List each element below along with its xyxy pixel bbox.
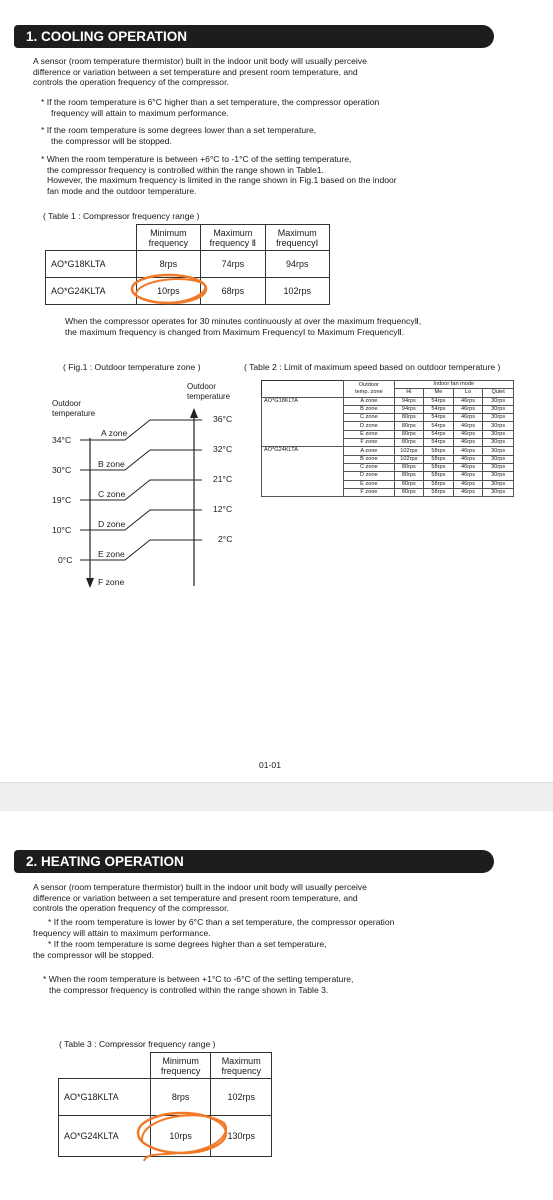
bullet-line: * If the room temperature is some degrees higher than a set temperature, [48,939,327,949]
fig1-zone-label: E zone [98,549,125,559]
table2-fan-mode: Hi [394,389,424,397]
table2-cell: 54rps [424,439,454,447]
heating-intro-line: A sensor (room temperature thermistor) built in the indoor unit body will usually perceive [33,882,367,892]
table2-cell: 94rps [394,397,424,405]
table2-zone: F zone [344,488,394,496]
table2-zone: A zone [344,397,394,405]
table3-cell: 10rps [150,1116,211,1157]
table2-cell: 46rps [453,439,483,447]
bullet-line: the compressor will be stopped. [51,135,172,146]
fig1-zone-diagram [50,400,270,595]
table2-max-speed [261,380,514,497]
cooling-intro-line: A sensor (room temperature thermistor) built in the indoor unit body will usually perceive [33,56,367,66]
table2-zone: B zone [344,405,394,413]
table2-cell: 94rps [394,405,424,413]
table2-cell: 46rps [453,463,483,471]
table2-cell: 58rps [424,480,454,488]
heating-title: 2. HEATING OPERATION [26,854,184,869]
table2-cell: 80rps [394,488,424,496]
table1-model: AO*G18KLTA [46,251,137,278]
fig1-left-temp: 19°C [52,495,72,505]
table2-zone: C zone [344,414,394,422]
table-row [262,447,514,455]
table1-cell: 68rps [201,278,265,305]
table2-cell: 58rps [424,472,454,480]
heating-bullet-2 [33,939,327,960]
page-separator [0,782,553,811]
table3-caption: ( Table 3 : Compressor frequency range ) [59,1039,216,1049]
table2-cell: 80rps [394,463,424,471]
table2-cell: 80rps [394,439,424,447]
table2-fan-mode: Me [424,389,454,397]
table3-model: AO*G18KLTA [59,1079,151,1116]
table2-cell: 58rps [424,463,454,471]
table1-cell: 10rps [136,278,200,305]
cooling-bullet-3 [41,154,397,196]
table1-cell: 102rps [265,278,329,305]
bullet-line: * If the room temperature is some degrees lower than a set temperature, [41,125,317,135]
table3-cell: 130rps [211,1116,272,1157]
fig1-right-temp: 36°C [213,414,233,424]
table2-cell: 46rps [453,397,483,405]
fig1-left-temp: 0°C [58,555,73,565]
table2-cell: 58rps [424,455,454,463]
table3-header: Minimum frequency [150,1053,211,1079]
bullet-line: * When the room temperature is between +6°C to -1°C of the setting temperature, [41,154,352,164]
page-number: 01-01 [259,760,281,770]
table2-fan-mode: Lo [453,389,483,397]
table2-cell: 46rps [453,422,483,430]
fig1-right-title: Outdoor temperature [187,382,231,401]
bullet-line: fan mode and the outdoor temperature. [47,185,197,196]
table2-cell: 46rps [453,472,483,480]
table2-cell: 80rps [394,472,424,480]
fig1-left-title: Outdoor temperature [52,399,96,418]
table1-header: Maximum frequencyⅠ [265,225,329,251]
fig1-left-temp: 34°C [52,435,72,445]
highlight-circle-1 [126,270,216,310]
table2-corner [262,381,344,398]
note-line: When the compressor operates for 30 minutes continuously at over the maximum frequencyⅡ, [65,316,422,326]
table2-cell: 54rps [424,422,454,430]
table2-cell: 54rps [424,430,454,438]
table2-cell: 30rps [483,455,514,463]
table1-cell: 74rps [201,251,265,278]
table1-cell: 8rps [136,251,200,278]
bullet-line: the compressor frequency is controlled within the range shown in Table1. [47,164,324,175]
heating-bullet-1 [33,917,395,938]
table2-zone: D zone [344,422,394,430]
table1-caption: ( Table 1 : Compressor frequency range ) [43,211,200,221]
heating-intro [33,882,367,914]
fig1-right-temp: 21°C [213,474,233,484]
table2-cell: 30rps [483,463,514,471]
table2-cell: 54rps [424,397,454,405]
fig1-zone-label: A zone [101,428,128,438]
table2-cell: 54rps [424,414,454,422]
table2-cell: 46rps [453,447,483,455]
table3-model: AO*G24KLTA [59,1116,151,1157]
table2-model: AO*G24KLTA [262,447,344,497]
table2-fan-header: Indoor fan mode [394,381,513,389]
table2-cell: 102rps [394,447,424,455]
fig1-zone-label: D zone [98,519,126,529]
heating-intro-line: controls the operation frequency of the compressor. [33,903,229,914]
table2-cell: 46rps [453,455,483,463]
table2-zone: B zone [344,455,394,463]
table2-cell: 80rps [394,422,424,430]
table2-cell: 46rps [453,405,483,413]
cooling-intro-line: difference or variation between a set temperature and present room temperature, and [33,66,358,77]
table2-model: AO*G18KLTA [262,397,344,447]
table3-cell: 8rps [150,1079,211,1116]
bullet-line: frequency will attain to maximum performance. [51,107,229,118]
table3-header: Maximum frequency [211,1053,272,1079]
table2-fan-mode: Quiet [483,389,514,397]
table2-cell: 58rps [424,488,454,496]
table2-cell: 30rps [483,397,514,405]
cooling-intro-line: controls the operation frequency of the compressor. [33,77,229,88]
table2-cell: 30rps [483,422,514,430]
table2-cell: 80rps [394,430,424,438]
table2-cell: 30rps [483,488,514,496]
bullet-line: However, the maximum frequency is limited in the range shown in Fig.1 based on the indoor [47,175,397,186]
fig1-right-temp: 2°C [218,534,233,544]
table2-cell: 30rps [483,472,514,480]
bullet-line: * If the room temperature is 6°C higher than a set temperature, the compressor operation [41,97,380,107]
cooling-section-header [14,25,494,48]
fig1-zone-label: F zone [98,577,125,587]
bullet-line: frequency will attain to maximum performance. [33,927,211,938]
table2-cell: 30rps [483,480,514,488]
table1-header: Minimum frequency [136,225,200,251]
table2-cell: 46rps [453,414,483,422]
table2-zone: F zone [344,439,394,447]
fig1-right-temp: 32°C [213,444,233,454]
table3-cell: 102rps [211,1079,272,1116]
table2-zone: D zone [344,472,394,480]
table2-zone: E zone [344,480,394,488]
table2-cell: 30rps [483,430,514,438]
table2-cell: 58rps [424,447,454,455]
note-line: the maximum frequency is changed from Maximum FrequencyⅠ to Maximum FrequencyⅡ. [65,326,405,337]
table2-zone: A zone [344,447,394,455]
bullet-line: * If the room temperature is lower by 6°C than a set temperature, the compressor operation [48,917,395,927]
table3-corner [59,1053,151,1079]
table2-cell: 30rps [483,439,514,447]
table2-caption: ( Table 2 : Limit of maximum speed based on outdoor temperature ) [244,362,501,372]
table2-cell: 80rps [394,480,424,488]
heating-section-header [14,850,494,873]
table1-cell: 94rps [265,251,329,278]
table2-zone-header: Outdoor temp. zone [344,381,394,398]
table2-cell: 46rps [453,488,483,496]
table2-zone: E zone [344,430,394,438]
table1-corner [46,225,137,251]
table2-cell: 102rps [394,455,424,463]
cooling-note [65,316,421,337]
fig1-left-temp: 10°C [52,525,72,535]
table2-cell: 30rps [483,405,514,413]
bullet-line: the compressor will be stopped. [33,949,154,960]
table2-cell: 30rps [483,447,514,455]
table1-model: AO*G24KLTA [46,278,137,305]
table2-cell: 30rps [483,414,514,422]
cooling-bullet-1 [41,97,379,118]
table1-header: Maximum frequency Ⅱ [201,225,265,251]
fig1-zone-label: B zone [98,459,125,469]
bullet-line: the compressor frequency is controlled within the range shown in Table 3. [49,984,329,995]
table2-zone: C zone [344,463,394,471]
heating-intro-line: difference or variation between a set temperature and present room temperature, and [33,892,358,903]
table2-cell: 54rps [424,405,454,413]
fig1-caption: ( Fig.1 : Outdoor temperature zone ) [63,362,201,372]
table-row [262,397,514,405]
cooling-intro [33,56,367,88]
fig1-zone-label: C zone [98,489,126,499]
highlight-circle-2 [130,1103,240,1165]
bullet-line: * When the room temperature is between +1°C to -6°C of the setting temperature, [43,974,354,984]
cooling-title: 1. COOLING OPERATION [26,29,188,44]
table2-cell: 46rps [453,480,483,488]
cooling-bullet-2 [41,125,316,146]
heating-bullet-3 [43,974,353,995]
table2-cell: 80rps [394,414,424,422]
fig1-left-temp: 30°C [52,465,72,475]
fig1-right-temp: 12°C [213,504,233,514]
table2-cell: 46rps [453,430,483,438]
